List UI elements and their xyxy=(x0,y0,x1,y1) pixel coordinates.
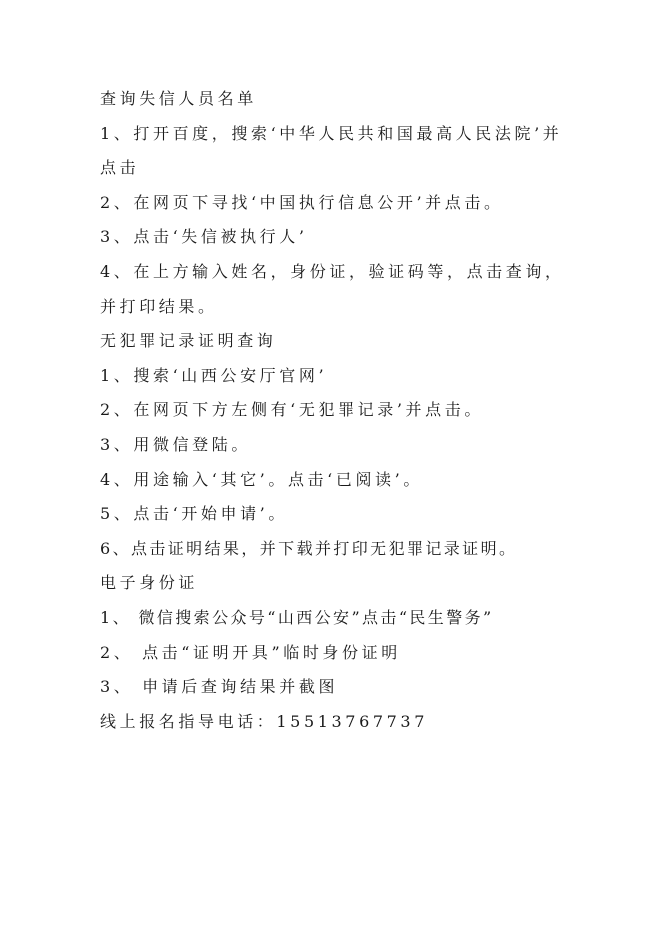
list-item: 2、在网页下寻找‘中国执行信息公开’并点击。 xyxy=(100,192,504,212)
section-heading-eid: 电子身份证 xyxy=(100,573,199,593)
list-item: 4、用途输入‘其它’。点击‘已阅读’。 xyxy=(100,469,423,489)
list-item: 2、在网页下方左侧有‘无犯罪记录’并点击。 xyxy=(100,400,484,420)
list-item: 3、用微信登陆。 xyxy=(100,434,251,454)
list-item: 4、在上方输入姓名，身份证，验证码等，点击查询，并打印结果。 xyxy=(100,261,565,316)
section-heading-no-crime: 无犯罪记录证明查询 xyxy=(100,331,277,351)
list-item: 3、点击‘失信被执行人’ xyxy=(100,227,308,247)
list-item: 1、 微信搜索公众号“山西公安”点击“民生警务” xyxy=(100,607,494,627)
list-item: 2、 点击“证明开具”临时身份证明 xyxy=(100,642,401,662)
list-item: 3、 申请后查询结果并截图 xyxy=(100,677,339,697)
list-item: 1、打开百度，搜索‘中华人民共和国最高人民法院’并点击 xyxy=(100,123,563,178)
list-item: 1、搜索‘山西公安厅官网’ xyxy=(100,365,328,385)
hotline-text: 线上报名指导电话：15513767737 xyxy=(100,711,428,731)
list-item: 6、点击证明结果，并下载并打印无犯罪记录证明。 xyxy=(100,538,518,558)
document-body xyxy=(100,82,580,739)
section-heading-blacklist: 查询失信人员名单 xyxy=(100,89,257,108)
list-item: 5、点击‘开始申请’。 xyxy=(100,504,288,524)
